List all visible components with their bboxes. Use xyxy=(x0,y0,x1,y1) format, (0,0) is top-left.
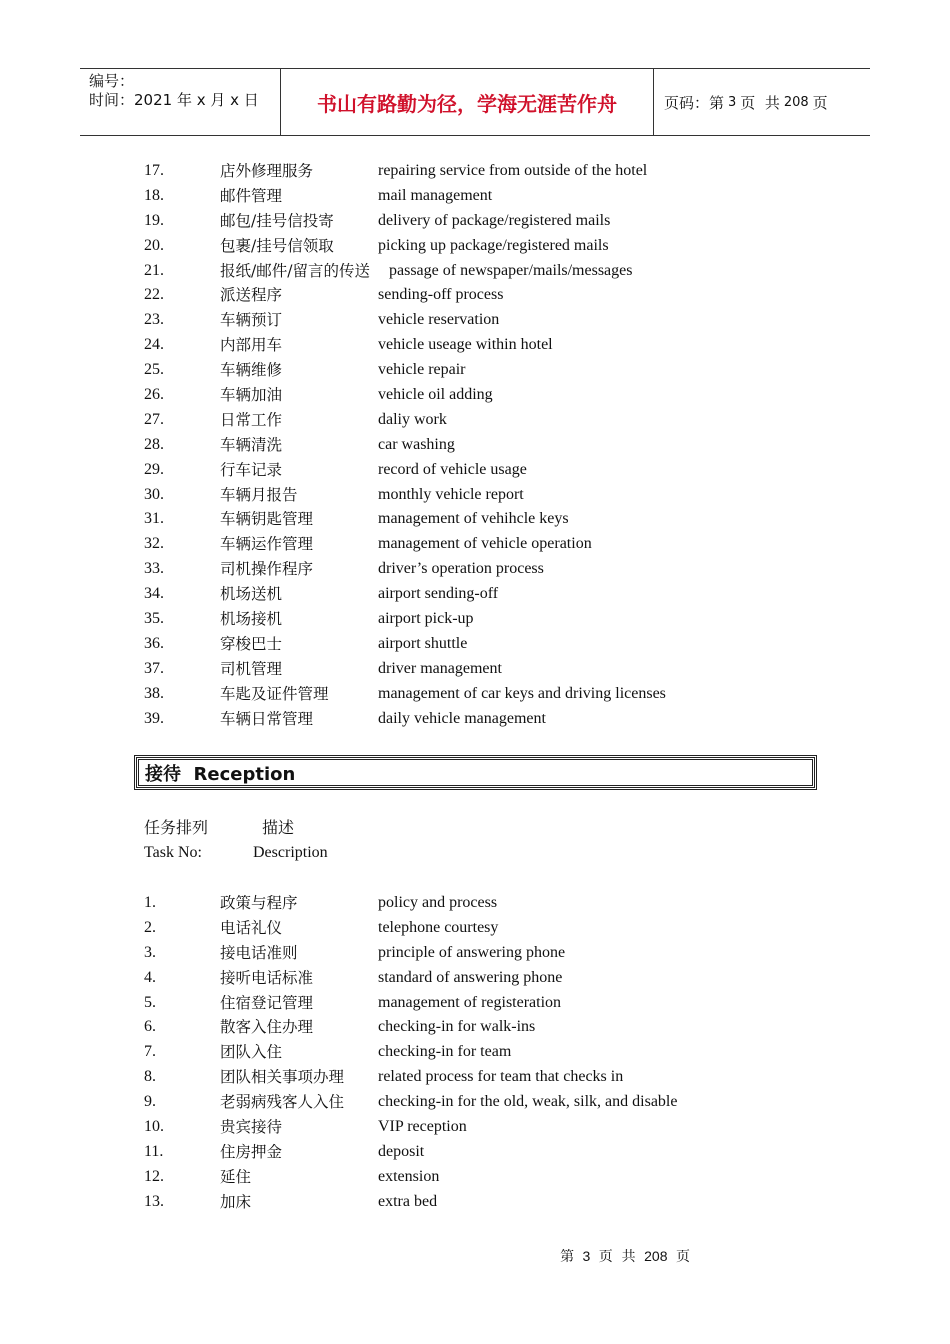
item-chinese: 店外修理服务 xyxy=(220,162,314,180)
item-chinese: 贵宾接待 xyxy=(220,1118,283,1137)
item-chinese: 政策与程序 xyxy=(220,894,298,912)
item-number: 35. xyxy=(144,610,164,628)
page-mid: 页 共 xyxy=(740,93,780,112)
item-chinese: 穿梭巴士 xyxy=(220,634,283,653)
item-english: daliy work xyxy=(378,410,447,428)
item-number: 1. xyxy=(144,894,156,911)
item-number: 18. xyxy=(144,186,164,204)
item-english: record of vehicle usage xyxy=(378,460,527,478)
item-chinese: 邮包/挂号信投寄 xyxy=(220,211,334,230)
item-english: car washing xyxy=(378,435,455,453)
item-chinese: 行车记录 xyxy=(220,460,283,479)
item-chinese: 住宿登记管理 xyxy=(220,993,314,1012)
item-number: 9. xyxy=(144,1093,156,1111)
item-number: 29. xyxy=(144,460,164,478)
item-number: 17. xyxy=(144,162,164,179)
item-chinese: 机场接机 xyxy=(220,610,283,629)
footer-page-info xyxy=(560,1249,690,1265)
item-number: 21. xyxy=(144,261,164,279)
item-number: 12. xyxy=(144,1167,164,1185)
item-chinese: 报纸/邮件/留言的传送 xyxy=(220,261,370,280)
item-english: deposit xyxy=(378,1142,425,1160)
page-suffix: 页 xyxy=(812,93,828,112)
item-english: picking up package/registered mails xyxy=(378,236,609,254)
item-chinese: 老弱病残客人入住 xyxy=(220,1093,345,1112)
item-number: 4. xyxy=(144,968,156,986)
item-number: 32. xyxy=(144,535,164,553)
item-english: standard of answering phone xyxy=(378,968,563,986)
item-number: 28. xyxy=(144,435,164,453)
item-number: 30. xyxy=(144,485,164,503)
item-chinese: 日常工作 xyxy=(220,410,283,429)
item-chinese: 机场送机 xyxy=(220,585,283,604)
item-chinese: 司机管理 xyxy=(220,659,283,678)
item-number: 19. xyxy=(144,211,164,229)
item-english: vehicle repair xyxy=(378,361,466,379)
item-english: airport shuttle xyxy=(378,634,468,652)
item-chinese: 内部用车 xyxy=(220,336,283,355)
item-number: 11. xyxy=(144,1142,164,1160)
item-english: extension xyxy=(378,1167,440,1185)
page-header xyxy=(80,68,870,136)
item-number: 10. xyxy=(144,1118,164,1136)
item-chinese: 车辆月报告 xyxy=(220,485,298,504)
item-english: policy and process xyxy=(378,894,498,911)
item-english: repairing service from outside of the hotel xyxy=(378,162,648,179)
item-english: passage of newspaper/mails/messages xyxy=(389,261,633,279)
item-chinese: 车辆钥匙管理 xyxy=(220,510,314,529)
item-number: 6. xyxy=(144,1018,156,1036)
item-chinese: 电话礼仪 xyxy=(220,918,283,937)
item-chinese: 车辆清洗 xyxy=(220,435,283,454)
footer-page: 3 xyxy=(582,1248,591,1264)
item-english: VIP reception xyxy=(378,1118,467,1136)
item-english: related process for team that checks in xyxy=(378,1068,624,1086)
header-motto: 书山有路勤为径，学海无涯苦作舟 xyxy=(281,69,654,135)
item-chinese: 车辆预订 xyxy=(220,311,283,330)
footer-suffix: 页 xyxy=(675,1249,690,1265)
item-chinese: 团队相关事项办理 xyxy=(220,1068,345,1087)
item-english: driver’s operation process xyxy=(378,560,544,578)
page-current: 3 xyxy=(728,94,737,110)
item-number: 26. xyxy=(144,386,164,404)
item-number: 27. xyxy=(144,410,164,428)
item-english: checking-in for walk-ins xyxy=(378,1018,536,1036)
item-number: 25. xyxy=(144,361,164,379)
header-meta xyxy=(80,69,281,135)
item-number: 36. xyxy=(144,634,164,652)
item-number: 23. xyxy=(144,311,164,329)
section-header-reception xyxy=(134,755,817,790)
footer-prefix: 第 xyxy=(560,1249,575,1265)
item-chinese: 派送程序 xyxy=(220,286,283,305)
item-chinese: 住房押金 xyxy=(220,1142,283,1161)
item-english: monthly vehicle report xyxy=(378,485,524,503)
section-title: 接待 Reception xyxy=(145,763,296,785)
item-chinese: 延住 xyxy=(220,1167,252,1186)
item-english: telephone courtesy xyxy=(378,918,499,936)
item-number: 5. xyxy=(144,993,156,1011)
item-number: 37. xyxy=(144,659,164,677)
item-chinese: 车辆日常管理 xyxy=(220,709,314,728)
item-english: management of car keys and driving licenses xyxy=(378,684,666,702)
page-total: 208 xyxy=(783,94,809,110)
item-number: 3. xyxy=(144,943,156,961)
item-chinese: 车辆加油 xyxy=(220,386,283,405)
item-english: checking-in for the old, weak, silk, and disable xyxy=(378,1093,678,1111)
item-number: 24. xyxy=(144,336,164,354)
item-english: management of registeration xyxy=(378,993,562,1011)
item-english: daily vehicle management xyxy=(378,709,546,727)
item-chinese: 加床 xyxy=(220,1192,252,1211)
item-number: 34. xyxy=(144,585,164,603)
item-number: 38. xyxy=(144,684,164,702)
item-chinese: 车匙及证件管理 xyxy=(220,684,329,703)
item-english: driver management xyxy=(378,659,502,677)
item-number: 22. xyxy=(144,286,164,304)
item-chinese: 接电话准则 xyxy=(220,943,298,962)
item-number: 8. xyxy=(144,1068,156,1086)
item-english: management of vehihcle keys xyxy=(378,510,569,528)
item-chinese: 邮件管理 xyxy=(220,186,283,205)
column-task-en: Task No: xyxy=(144,844,202,861)
item-chinese: 团队入住 xyxy=(220,1043,283,1062)
item-number: 7. xyxy=(144,1043,156,1061)
item-number: 20. xyxy=(144,236,164,254)
item-chinese: 接听电话标准 xyxy=(220,968,314,987)
item-english: vehicle useage within hotel xyxy=(378,336,553,354)
item-english: delivery of package/registered mails xyxy=(378,211,611,229)
item-chinese: 包裹/挂号信领取 xyxy=(220,236,334,255)
item-chinese: 散客入住办理 xyxy=(220,1018,314,1037)
item-number: 33. xyxy=(144,560,164,578)
serial-label: 编号： xyxy=(89,72,135,90)
item-english: principle of answering phone xyxy=(378,943,566,961)
item-english: checking-in for team xyxy=(378,1043,512,1061)
item-english: airport pick-up xyxy=(378,610,474,628)
item-number: 31. xyxy=(144,510,164,528)
item-english: management of vehicle operation xyxy=(378,535,592,553)
column-desc-en: Description xyxy=(253,844,328,861)
item-chinese: 司机操作程序 xyxy=(220,560,314,579)
item-english: airport sending-off xyxy=(378,585,499,603)
item-number: 13. xyxy=(144,1192,164,1210)
column-desc-zh: 描述 xyxy=(262,820,295,837)
page-prefix: 页码：第 xyxy=(664,93,725,112)
item-english: vehicle reservation xyxy=(378,311,500,329)
item-number: 39. xyxy=(144,709,164,727)
item-chinese: 车辆运作管理 xyxy=(220,535,314,554)
footer-total: 208 xyxy=(644,1248,668,1264)
page-footer xyxy=(0,1246,950,1266)
column-task-zh: 任务排列 xyxy=(144,820,209,837)
date-label: 时间：2021 年 x 月 x 日 xyxy=(89,91,259,109)
item-number: 2. xyxy=(144,918,156,936)
item-english: vehicle oil adding xyxy=(378,386,493,404)
item-english: extra bed xyxy=(378,1192,438,1210)
footer-mid: 页 共 xyxy=(598,1249,636,1265)
item-english: sending-off process xyxy=(378,286,504,304)
item-english: mail management xyxy=(378,186,493,204)
item-chinese: 车辆维修 xyxy=(220,361,283,380)
header-page-number xyxy=(654,69,870,135)
